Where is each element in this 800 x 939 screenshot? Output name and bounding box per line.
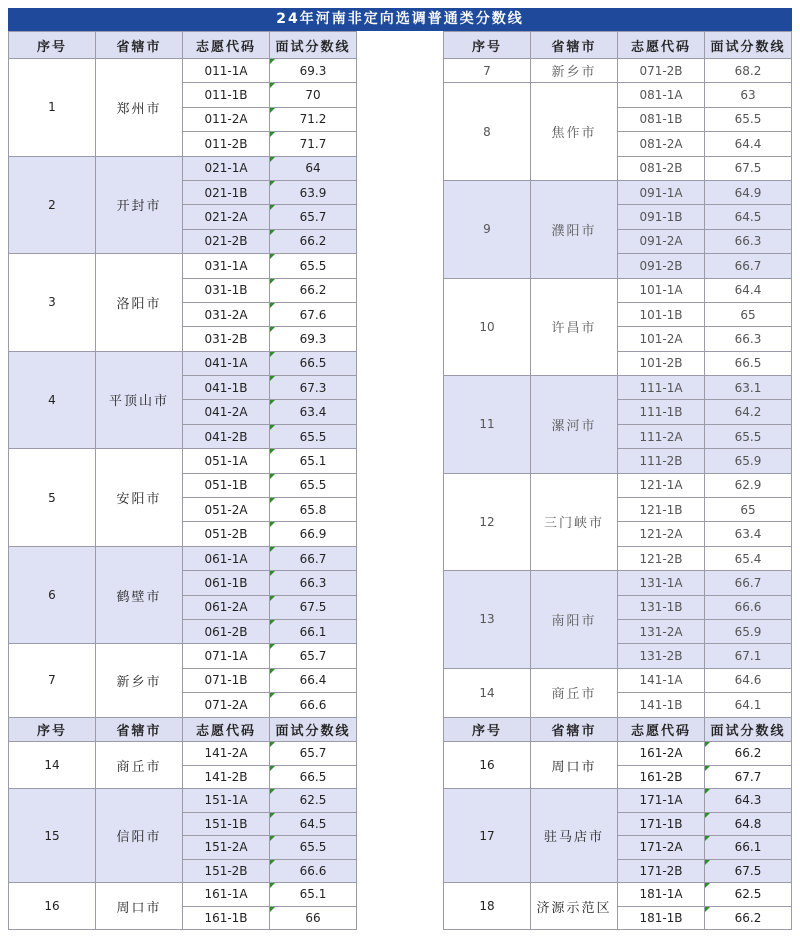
score-cell: 67.7 — [705, 765, 792, 789]
seq-cell: 8 — [444, 83, 531, 181]
code-cell: 161-2B — [618, 765, 705, 789]
header-seq: 序号 — [444, 718, 531, 742]
score-cell: 66.3 — [270, 571, 357, 595]
seq-cell: 17 — [444, 789, 531, 883]
city-cell: 商丘市 — [96, 742, 183, 789]
table-row — [9, 546, 357, 570]
code-cell: 181-1B — [618, 906, 705, 930]
header-code: 志愿代码 — [618, 718, 705, 742]
score-cell: 67.5 — [270, 595, 357, 619]
code-cell: 101-1B — [618, 302, 705, 326]
score-cell: 65.9 — [705, 449, 792, 473]
score-cell: 69.3 — [270, 327, 357, 351]
code-cell: 061-1B — [183, 571, 270, 595]
code-cell: 041-1B — [183, 376, 270, 400]
score-cell: 66.2 — [270, 229, 357, 253]
code-cell: 171-1B — [618, 812, 705, 836]
score-cell: 71.7 — [270, 132, 357, 156]
code-cell: 031-2A — [183, 302, 270, 326]
table-row — [444, 473, 792, 497]
city-cell: 三门峡市 — [531, 473, 618, 571]
score-cell: 66.1 — [270, 619, 357, 643]
code-cell: 051-2A — [183, 498, 270, 522]
code-cell: 151-2A — [183, 836, 270, 860]
code-cell: 101-2B — [618, 351, 705, 375]
table-row — [444, 668, 792, 692]
city-cell: 济源示范区 — [531, 883, 618, 930]
header-score: 面试分数线 — [705, 32, 792, 59]
header-code: 志愿代码 — [183, 718, 270, 742]
header-code: 志愿代码 — [618, 32, 705, 59]
header-score: 面试分数线 — [270, 718, 357, 742]
score-cell: 66.3 — [705, 229, 792, 253]
header-row — [9, 718, 357, 742]
code-cell: 091-2B — [618, 254, 705, 278]
table-row — [9, 351, 357, 375]
table-row — [444, 83, 792, 107]
score-cell: 64.9 — [705, 180, 792, 204]
score-cell: 65.5 — [705, 107, 792, 131]
seq-cell: 13 — [444, 571, 531, 669]
code-cell: 121-2A — [618, 522, 705, 546]
score-cell: 70 — [270, 83, 357, 107]
score-cell: 66.2 — [705, 742, 792, 766]
score-cell: 63.9 — [270, 180, 357, 204]
header-row — [444, 718, 792, 742]
code-cell: 031-1A — [183, 254, 270, 278]
score-cell: 66.4 — [270, 668, 357, 692]
table-row — [9, 789, 357, 813]
code-cell: 031-1B — [183, 278, 270, 302]
score-cell: 66.7 — [270, 546, 357, 570]
seq-cell: 5 — [9, 449, 96, 547]
code-cell: 071-1A — [183, 644, 270, 668]
score-cell: 66.2 — [705, 906, 792, 930]
code-cell: 161-1B — [183, 906, 270, 930]
code-cell: 111-2B — [618, 449, 705, 473]
score-cell: 66.5 — [270, 765, 357, 789]
city-cell: 新乡市 — [96, 644, 183, 717]
score-cell: 64.5 — [705, 205, 792, 229]
score-cell: 67.5 — [705, 156, 792, 180]
score-cell: 66.6 — [705, 595, 792, 619]
score-cell: 71.2 — [270, 107, 357, 131]
header-city: 省辖市 — [96, 718, 183, 742]
code-cell: 091-2A — [618, 229, 705, 253]
score-table-left — [8, 31, 357, 718]
code-cell: 111-2A — [618, 424, 705, 448]
code-cell: 171-1A — [618, 789, 705, 813]
code-cell: 071-2A — [183, 693, 270, 717]
score-cell: 65.9 — [705, 619, 792, 643]
header-score: 面试分数线 — [705, 718, 792, 742]
score-cell: 64.2 — [705, 400, 792, 424]
table-row — [444, 180, 792, 204]
score-cell: 63.4 — [270, 400, 357, 424]
code-cell: 011-2B — [183, 132, 270, 156]
header-code: 志愿代码 — [183, 32, 270, 59]
code-cell: 161-2A — [618, 742, 705, 766]
score-cell: 66.6 — [270, 693, 357, 717]
code-cell: 101-2A — [618, 327, 705, 351]
table-row — [9, 59, 357, 83]
seq-cell: 7 — [444, 59, 531, 83]
code-cell: 071-2B — [618, 59, 705, 83]
score-cell: 67.3 — [270, 376, 357, 400]
code-cell: 091-1B — [618, 205, 705, 229]
code-cell: 061-2B — [183, 619, 270, 643]
score-cell: 65.8 — [270, 498, 357, 522]
code-cell: 051-1A — [183, 449, 270, 473]
code-cell: 051-2B — [183, 522, 270, 546]
score-cell: 67.5 — [705, 859, 792, 883]
city-cell: 安阳市 — [96, 449, 183, 547]
header-score: 面试分数线 — [270, 32, 357, 59]
code-cell: 041-2A — [183, 400, 270, 424]
seq-cell: 6 — [9, 546, 96, 644]
city-cell: 鹤壁市 — [96, 546, 183, 644]
score-cell: 63 — [705, 83, 792, 107]
code-cell: 011-2A — [183, 107, 270, 131]
code-cell: 021-2B — [183, 229, 270, 253]
score-cell: 66.7 — [705, 254, 792, 278]
seq-cell: 14 — [444, 668, 531, 717]
seq-cell: 2 — [9, 156, 96, 254]
table-row — [444, 571, 792, 595]
header-seq: 序号 — [444, 32, 531, 59]
city-cell: 南阳市 — [531, 571, 618, 669]
score-cell: 66.5 — [270, 351, 357, 375]
code-cell: 011-1A — [183, 59, 270, 83]
score-cell: 65.5 — [270, 473, 357, 497]
code-cell: 131-1B — [618, 595, 705, 619]
score-cell: 65.7 — [270, 644, 357, 668]
score-cell: 65.5 — [270, 254, 357, 278]
score-cell: 66.6 — [270, 859, 357, 883]
score-cell: 69.3 — [270, 59, 357, 83]
code-cell: 041-1A — [183, 351, 270, 375]
seq-cell: 1 — [9, 59, 96, 157]
code-cell: 171-2B — [618, 859, 705, 883]
table-row — [9, 644, 357, 668]
code-cell: 111-1A — [618, 376, 705, 400]
score-cell: 65.5 — [270, 424, 357, 448]
code-cell: 101-1A — [618, 278, 705, 302]
score-cell: 64.4 — [705, 278, 792, 302]
header-seq: 序号 — [9, 32, 96, 59]
code-cell: 151-1B — [183, 812, 270, 836]
city-cell: 郑州市 — [96, 59, 183, 157]
city-cell: 驻马店市 — [531, 789, 618, 883]
score-cell: 66.3 — [705, 327, 792, 351]
score-cell: 66.9 — [270, 522, 357, 546]
city-cell: 周口市 — [96, 883, 183, 930]
score-cell: 66.1 — [705, 836, 792, 860]
city-cell: 焦作市 — [531, 83, 618, 181]
score-cell: 65.1 — [270, 883, 357, 907]
score-cell: 65.5 — [705, 424, 792, 448]
score-cell: 66 — [270, 906, 357, 930]
code-cell: 141-1B — [618, 693, 705, 717]
code-cell: 081-2A — [618, 132, 705, 156]
city-cell: 新乡市 — [531, 59, 618, 83]
code-cell: 091-1A — [618, 180, 705, 204]
seq-cell: 4 — [9, 351, 96, 449]
city-cell: 周口市 — [531, 742, 618, 789]
seq-cell: 16 — [9, 883, 96, 930]
city-cell: 商丘市 — [531, 668, 618, 717]
table-row — [444, 883, 792, 907]
score-cell: 63.1 — [705, 376, 792, 400]
code-cell: 141-2A — [183, 742, 270, 766]
header-row — [9, 32, 357, 59]
table-row — [444, 376, 792, 400]
code-cell: 031-2B — [183, 327, 270, 351]
table-row — [444, 278, 792, 302]
seq-cell: 10 — [444, 278, 531, 376]
code-cell: 021-2A — [183, 205, 270, 229]
score-cell: 62.5 — [705, 883, 792, 907]
code-cell: 071-1B — [183, 668, 270, 692]
score-cell: 64.1 — [705, 693, 792, 717]
score-cell: 65 — [705, 498, 792, 522]
score-cell: 65.1 — [270, 449, 357, 473]
seq-cell: 18 — [444, 883, 531, 930]
city-cell: 濮阳市 — [531, 180, 618, 278]
code-cell: 121-2B — [618, 546, 705, 570]
code-cell: 151-2B — [183, 859, 270, 883]
code-cell: 081-1A — [618, 83, 705, 107]
seq-cell: 9 — [444, 180, 531, 278]
seq-cell: 14 — [9, 742, 96, 789]
code-cell: 131-2B — [618, 644, 705, 668]
score-cell: 64 — [270, 156, 357, 180]
code-cell: 141-1A — [618, 668, 705, 692]
code-cell: 041-2B — [183, 424, 270, 448]
code-cell: 081-1B — [618, 107, 705, 131]
score-cell: 64.6 — [705, 668, 792, 692]
score-cell: 66.5 — [705, 351, 792, 375]
city-cell: 许昌市 — [531, 278, 618, 376]
table-row — [444, 789, 792, 813]
seq-cell: 15 — [9, 789, 96, 883]
city-cell: 平顶山市 — [96, 351, 183, 449]
table-row — [444, 742, 792, 766]
score-cell: 65.4 — [705, 546, 792, 570]
table-row — [9, 254, 357, 278]
score-cell: 65 — [705, 302, 792, 326]
header-city: 省辖市 — [531, 32, 618, 59]
code-cell: 061-2A — [183, 595, 270, 619]
city-cell: 信阳市 — [96, 789, 183, 883]
score-table-bottom-right — [443, 717, 792, 930]
code-cell: 131-1A — [618, 571, 705, 595]
score-cell: 65.5 — [270, 836, 357, 860]
table-row — [9, 883, 357, 907]
score-cell: 63.4 — [705, 522, 792, 546]
city-cell: 开封市 — [96, 156, 183, 254]
seq-cell: 16 — [444, 742, 531, 789]
code-cell: 011-1B — [183, 83, 270, 107]
code-cell: 161-1A — [183, 883, 270, 907]
header-city: 省辖市 — [96, 32, 183, 59]
city-cell: 洛阳市 — [96, 254, 183, 352]
score-cell: 62.9 — [705, 473, 792, 497]
header-seq: 序号 — [9, 718, 96, 742]
score-cell: 64.4 — [705, 132, 792, 156]
seq-cell: 3 — [9, 254, 96, 352]
code-cell: 131-2A — [618, 619, 705, 643]
code-cell: 111-1B — [618, 400, 705, 424]
score-cell: 65.7 — [270, 742, 357, 766]
score-cell: 66.7 — [705, 571, 792, 595]
score-cell: 67.6 — [270, 302, 357, 326]
score-table-bottom-left — [8, 717, 357, 930]
code-cell: 121-1A — [618, 473, 705, 497]
score-cell: 66.2 — [270, 278, 357, 302]
page-title: 24年河南非定向选调普通类分数线 — [8, 8, 792, 31]
code-cell: 141-2B — [183, 765, 270, 789]
code-cell: 121-1B — [618, 498, 705, 522]
score-cell: 65.7 — [270, 205, 357, 229]
score-cell: 62.5 — [270, 789, 357, 813]
table-row — [444, 59, 792, 83]
code-cell: 151-1A — [183, 789, 270, 813]
header-city: 省辖市 — [531, 718, 618, 742]
seq-cell: 12 — [444, 473, 531, 571]
table-row — [9, 156, 357, 180]
header-row — [444, 32, 792, 59]
score-cell: 64.5 — [270, 812, 357, 836]
score-table-right — [443, 31, 792, 718]
score-cell: 64.3 — [705, 789, 792, 813]
seq-cell: 11 — [444, 376, 531, 474]
code-cell: 181-1A — [618, 883, 705, 907]
code-cell: 171-2A — [618, 836, 705, 860]
code-cell: 021-1B — [183, 180, 270, 204]
seq-cell: 7 — [9, 644, 96, 717]
score-cell: 67.1 — [705, 644, 792, 668]
city-cell: 漯河市 — [531, 376, 618, 474]
code-cell: 061-1A — [183, 546, 270, 570]
code-cell: 021-1A — [183, 156, 270, 180]
table-row — [9, 449, 357, 473]
code-cell: 081-2B — [618, 156, 705, 180]
table-row — [9, 742, 357, 766]
score-cell: 64.8 — [705, 812, 792, 836]
code-cell: 051-1B — [183, 473, 270, 497]
score-cell: 68.2 — [705, 59, 792, 83]
